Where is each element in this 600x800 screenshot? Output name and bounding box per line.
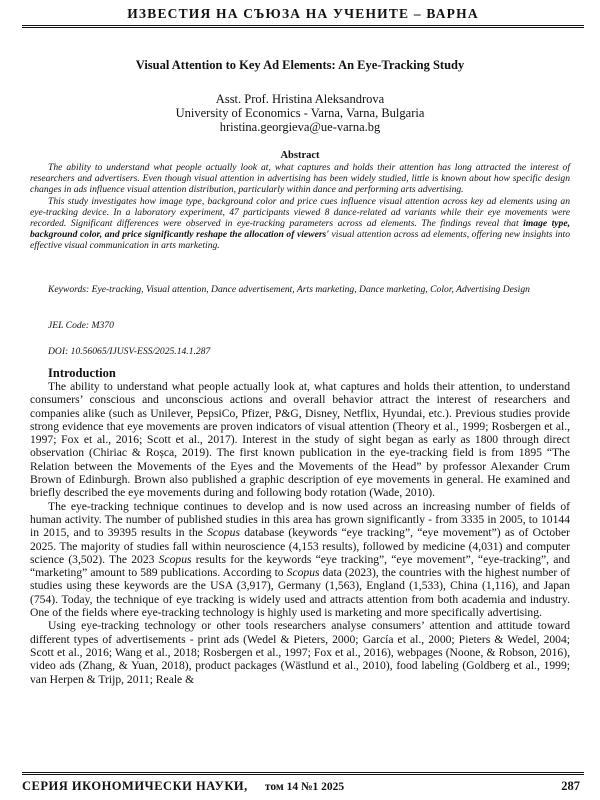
footer-volume: том 14 №1 2025 bbox=[264, 781, 345, 793]
scopus-term: Scopus bbox=[286, 566, 320, 580]
scopus-term: Scopus bbox=[207, 526, 240, 540]
keywords: Keywords: Eye-tracking, Visual attention, Dance advertisement, Arts marketing, Dance marketing, Color, Advertising Design bbox=[48, 284, 530, 295]
journal-header: ИЗВЕСТИЯ НА СЪЮЗА НА УЧЕНИТЕ – ВАРНА bbox=[22, 6, 584, 28]
abstract-paragraph-1: The ability to understand what people actually look at, what captures and holds their attention has long attracted the interest of researchers and advertisers. Even though visual attention in advertising has been widely studied, little is known about how specific design changes in ads influence visual attention distribution, particularly within dance and performing arts advertising. bbox=[30, 162, 570, 196]
author-name: Asst. Prof. Hristina Aleksandrova bbox=[215, 92, 385, 106]
author-email[interactable]: hristina.georgieva@ue-varna.bg bbox=[219, 120, 381, 134]
author-block bbox=[0, 92, 600, 134]
body-text: The eye-tracking technique continues to develop and is now used across an increasing number of fields of human activity. The number of published studies in this area has grown significantly - from 3335 in 2005, to 10144 in 2015, and to 39395 results in the bbox=[30, 499, 570, 540]
jel-code: JEL Code: M370 bbox=[48, 320, 114, 331]
body-paragraph-2 bbox=[30, 500, 570, 620]
footer-series: СЕРИЯ ИКОНОМИЧЕСКИ НАУКИ, bbox=[22, 779, 248, 793]
body-paragraph-1: The ability to understand what people actually look at, what captures and holds their attention, to understand consumers’ conscious and unconscious actions and overall behavior attract the interest of researchers and companies alike (such as Unilever, PepsiCo, Pfizer, P&G, Disney, Netflix, Hyundai, etc.). Previous studies provide strong evidence that eye movements are proven indicators of visual attention (Theory et al., 1999; Rosbergen et al., 1997; Fox et al., 2016; Scott et al., 2017). Interest in the study of sight began as early as 1800 through direct observation (Chiriac & Roșca, 2019). The first known publication in the eye-tracking field is from 1895 “The Relation between the Movements of the Eyes and the Movements of the Head” by professor Alexander Crum Brown of Edinburgh. Brown also published a graphic description of eye movements in general. He examined and briefly described the eye movements during and following body rotation (Wade, 2010). bbox=[30, 380, 570, 500]
introduction-body bbox=[30, 380, 570, 686]
journal-footer bbox=[22, 772, 584, 794]
author-affiliation: University of Economics - Varna, Varna, Bulgaria bbox=[175, 106, 425, 120]
doi[interactable]: DOI: 10.56065/IJUSV-ESS/2025.14.1.287 bbox=[48, 346, 211, 357]
scopus-term: Scopus bbox=[158, 552, 192, 566]
paper-title: Visual Attention to Key Ad Elements: An Eye-Tracking Study bbox=[135, 58, 465, 72]
abstract-paragraph-2 bbox=[30, 196, 570, 252]
abstract bbox=[30, 162, 570, 252]
body-text: database (keywords “eye tracking”, “eye movement”) as of October 2025. The majority of studies fall within neuroscience (4,153 results), followed by medicine (4,031) and computer science (3,502). The 2023 bbox=[30, 526, 570, 566]
abstract-text-end: visual attention across ad elements, offering new insights into effective visual communication in arts marketing. bbox=[30, 229, 570, 252]
body-text: data (2023), the countries with the highest number of studies using these keywords are the USA (3,917), Germany (1,563), England (1,533), China (1,116), and Japan (754). Today, the technique of eye tracking is widely used and attracts attention from both academia and industry. One of the fields where eye-tracking technology is highly used is marketing and more specifically advertising. bbox=[30, 566, 570, 620]
abstract-emphasis: image type, background color, and price significantly reshape the allocation of viewers' bbox=[30, 218, 570, 241]
section-heading-introduction: Introduction bbox=[48, 366, 116, 380]
body-text: results for the keywords “eye tracking”, “eye movement”, “eye-tracking”, and “marketing” amount to 589 publications. According to bbox=[30, 552, 570, 580]
page-number: 287 bbox=[561, 779, 580, 793]
body-paragraph-3: Using eye-tracking technology or other tools researchers analyse consumers’ attention and attitude toward different types of advertisements - print ads (Wedel & Pieters, 2000; García et al., 2000; Pieters & Wedel, 2004; Scott et al., 2016; Wang et al., 2018; Rosbergen et al., 1997; Fox et al., 2016), webpages (Noone, & Robson, 2016), video ads (Zhang, & Yuan, 2018), product packages (Wästlund et al., 2010), food labeling (Goldberg et al., 1999; van Herpen & Trijp, 2011; Reale & bbox=[30, 619, 570, 686]
abstract-heading: Abstract bbox=[280, 150, 320, 161]
abstract-text: This study investigates how image type, background color and price cues influence visual attention across key ad elements using an eye-tracking device. In a laboratory experiment, 47 participants viewed 8 dance-related ad variants while their eye movements were recorded. Significant differences were observed in eye-tracking parameters across ad elements. The findings reveal that bbox=[30, 195, 570, 230]
